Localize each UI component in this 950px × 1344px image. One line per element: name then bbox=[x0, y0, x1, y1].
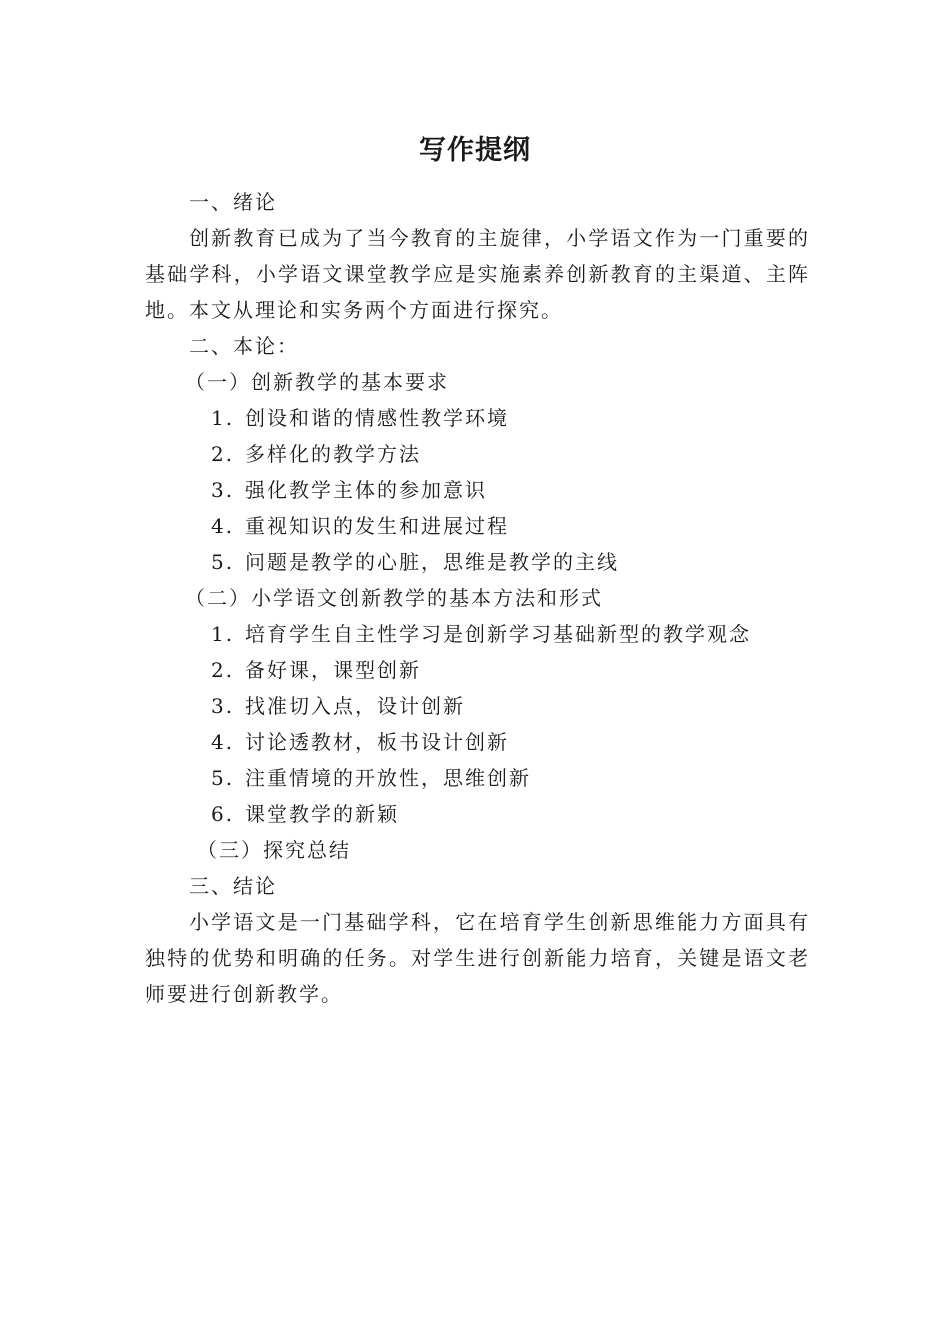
list-item bbox=[145, 472, 810, 508]
list-item bbox=[145, 436, 810, 472]
item-number: 3. bbox=[211, 694, 235, 718]
outline-content bbox=[145, 184, 810, 1012]
item-number: 2. bbox=[211, 442, 235, 466]
list-item bbox=[145, 544, 810, 580]
document-title: 写作提纲 bbox=[419, 135, 531, 166]
sub3-heading: （三）探究总结 bbox=[197, 838, 351, 862]
conclusion-heading: 三、结论 bbox=[189, 874, 277, 898]
item-number: 2. bbox=[211, 658, 235, 682]
list-item bbox=[145, 616, 810, 652]
item-number: 5. bbox=[211, 550, 235, 574]
list-item bbox=[145, 688, 810, 724]
list-item bbox=[145, 760, 810, 796]
item-text: 创设和谐的情感性教学环境 bbox=[245, 406, 509, 430]
item-number: 1. bbox=[211, 406, 235, 430]
item-text: 找准切入点，设计创新 bbox=[245, 694, 465, 718]
item-text: 课堂教学的新颖 bbox=[245, 802, 399, 826]
intro-heading: 一、绪论 bbox=[189, 190, 277, 214]
sub1-heading: （一）创新教学的基本要求 bbox=[185, 370, 449, 394]
list-item bbox=[145, 724, 810, 760]
body-heading: 二、本论： bbox=[189, 334, 299, 358]
item-text: 问题是教学的心脏，思维是教学的主线 bbox=[245, 550, 619, 574]
item-number: 5. bbox=[211, 766, 235, 790]
item-text: 重视知识的发生和进展过程 bbox=[245, 514, 509, 538]
item-text: 讨论透教材，板书设计创新 bbox=[245, 730, 509, 754]
list-item bbox=[145, 652, 810, 688]
item-number: 3. bbox=[211, 478, 235, 502]
item-number: 4. bbox=[211, 514, 235, 538]
intro-paragraph: 创新教育已成为了当今教育的主旋律，小学语文作为一门重要的基础学科，小学语文课堂教学应是实施素养创新教育的主渠道、主阵地。本文从理论和实务两个方面进行探究。 bbox=[145, 226, 810, 322]
item-text: 备好课，课型创新 bbox=[245, 658, 421, 682]
item-number: 4. bbox=[211, 730, 235, 754]
sub1-list bbox=[145, 400, 810, 580]
item-text: 注重情境的开放性，思维创新 bbox=[245, 766, 531, 790]
item-text: 强化教学主体的参加意识 bbox=[245, 478, 487, 502]
item-text: 培育学生自主性学习是创新学习基础新型的教学观念 bbox=[245, 622, 751, 646]
list-item bbox=[145, 400, 810, 436]
item-number: 6. bbox=[211, 802, 235, 826]
conclusion-paragraph: 小学语文是一门基础学科，它在培育学生创新思维能力方面具有独特的优势和明确的任务。对学生进行创新能力培育，关键是语文老师要进行创新教学。 bbox=[145, 910, 810, 1006]
sub2-list bbox=[145, 616, 810, 832]
item-number: 1. bbox=[211, 622, 235, 646]
list-item bbox=[145, 796, 810, 832]
sub2-heading: （二）小学语文创新教学的基本方法和形式 bbox=[185, 586, 603, 610]
list-item bbox=[145, 508, 810, 544]
item-text: 多样化的教学方法 bbox=[245, 442, 421, 466]
